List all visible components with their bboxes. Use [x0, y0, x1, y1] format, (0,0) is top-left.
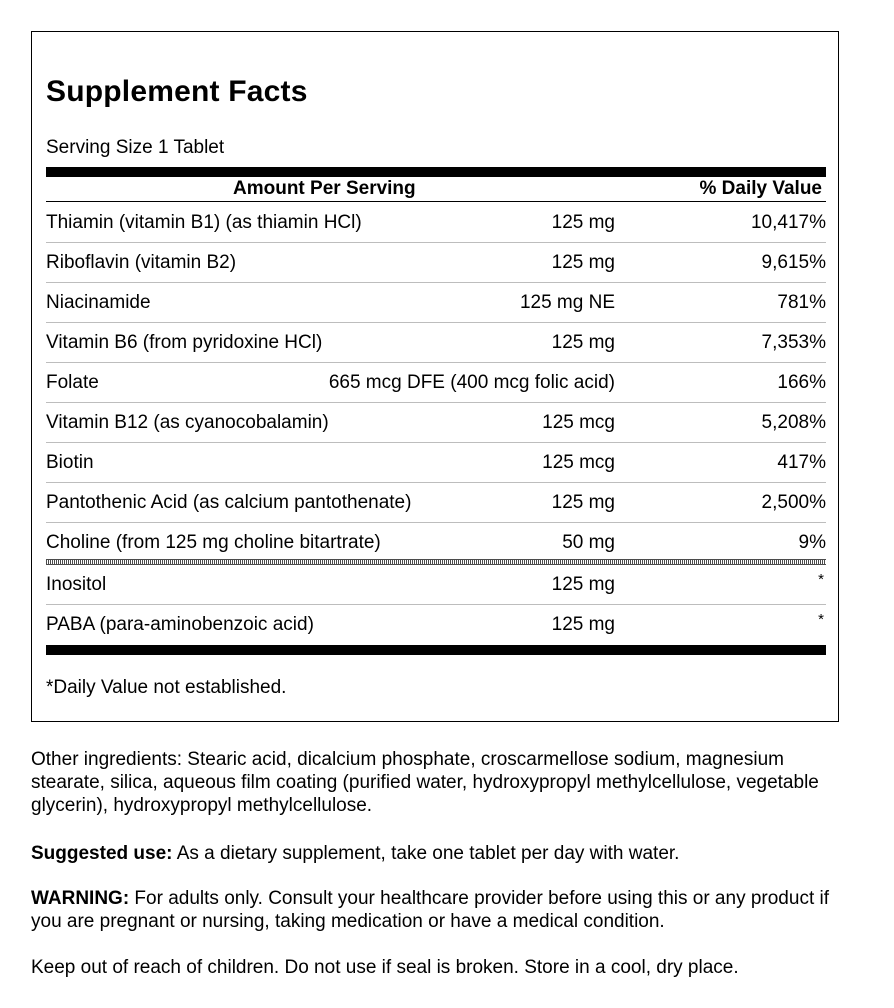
- supplement-facts-panel: [31, 31, 839, 722]
- nutrient-daily-value: 9%: [798, 532, 826, 553]
- nutrient-amount: 125 mcg: [542, 452, 615, 473]
- nutrient-amount: 125 mg NE: [519, 292, 615, 313]
- storage-note: Keep out of reach of children. Do not use if seal is broken. Store in a cool, dry place.: [31, 957, 739, 978]
- nutrient-name: Niacinamide: [46, 292, 151, 313]
- bottom-thick-rule: [46, 645, 826, 655]
- nutrient-daily-value: 7,353%: [761, 332, 826, 353]
- daily-value-footnote: *Daily Value not established.: [46, 677, 287, 698]
- table-header: [46, 177, 826, 202]
- other-ingredients: Other ingredients: Stearic acid, dicalcium phosphate, croscarmellose sodium, magnesium stearate, silica, aqueous film coating (purified water, hydroxypropyl methylcellulose, vegetable glycerin), hydroxypropyl methylcellulose.: [31, 749, 819, 816]
- nutrient-amount: 125 mg: [551, 212, 615, 233]
- nutrient-daily-value: 417%: [777, 452, 826, 473]
- warning-label: WARNING:: [31, 888, 130, 909]
- nutrient-name: Pantothenic Acid (as calcium pantothenate): [46, 492, 412, 513]
- nutrient-name: PABA (para-aminobenzoic acid): [46, 614, 314, 635]
- nutrient-name: Thiamin (vitamin B1) (as thiamin HCl): [46, 212, 362, 233]
- table-row: [46, 243, 826, 283]
- table-row: [46, 443, 826, 483]
- nutrient-daily-value: 10,417%: [750, 212, 826, 233]
- table-row: [46, 483, 826, 523]
- serving-size: Serving Size 1 Tablet: [46, 137, 225, 158]
- nutrient-amount: 125 mg: [551, 614, 615, 635]
- nutrient-name: Riboflavin (vitamin B2): [46, 252, 237, 273]
- table-row: [46, 283, 826, 323]
- nutrient-name: Folate: [46, 372, 99, 393]
- nutrient-name: Inositol: [46, 574, 107, 595]
- nutrient-amount: 50 mg: [562, 532, 615, 553]
- nutrient-daily-value: 5,208%: [761, 412, 826, 433]
- nutrient-daily-value: *: [818, 611, 824, 628]
- warning-text: For adults only. Consult your healthcare provider before using this or any product if you are pregnant or nursing, taking medication or have a medical condition.: [31, 888, 830, 932]
- suggested-use-label: Suggested use:: [31, 843, 173, 864]
- nutrient-daily-value: *: [818, 571, 824, 588]
- top-thick-rule: [46, 167, 826, 177]
- nutrient-daily-value: 781%: [777, 292, 826, 313]
- table-row: [46, 203, 826, 243]
- nutrient-name: Choline (from 125 mg choline bitartrate): [46, 532, 381, 553]
- table-row: [46, 565, 826, 605]
- nutrient-name: Vitamin B6 (from pyridoxine HCl): [46, 332, 323, 353]
- amount-per-serving-header: Amount Per Serving: [233, 178, 416, 199]
- nutrient-table: [46, 203, 826, 645]
- panel-title: Supplement Facts: [46, 75, 308, 108]
- nutrient-amount: 125 mg: [551, 332, 615, 353]
- nutrient-amount: 125 mg: [551, 492, 615, 513]
- nutrient-name: Vitamin B12 (as cyanocobalamin): [46, 412, 329, 433]
- suggested-use: [31, 842, 846, 865]
- table-row: [46, 403, 826, 443]
- nutrient-daily-value: 2,500%: [761, 492, 826, 513]
- table-row: [46, 323, 826, 363]
- nutrient-amount: 125 mg: [551, 574, 615, 595]
- nutrient-daily-value: 9,615%: [761, 252, 826, 273]
- nutrient-amount: 125 mcg: [542, 412, 615, 433]
- suggested-use-text: As a dietary supplement, take one tablet per day with water.: [172, 843, 680, 864]
- daily-value-header: % Daily Value: [699, 178, 822, 199]
- table-row: [46, 363, 826, 403]
- table-row: [46, 605, 826, 645]
- nutrient-name: Biotin: [46, 452, 94, 473]
- warning: [31, 887, 846, 933]
- nutrient-amount: 665 mcg DFE (400 mcg folic acid): [328, 372, 615, 393]
- table-row: [46, 523, 826, 565]
- nutrient-amount: 125 mg: [551, 252, 615, 273]
- nutrient-daily-value: 166%: [777, 372, 826, 393]
